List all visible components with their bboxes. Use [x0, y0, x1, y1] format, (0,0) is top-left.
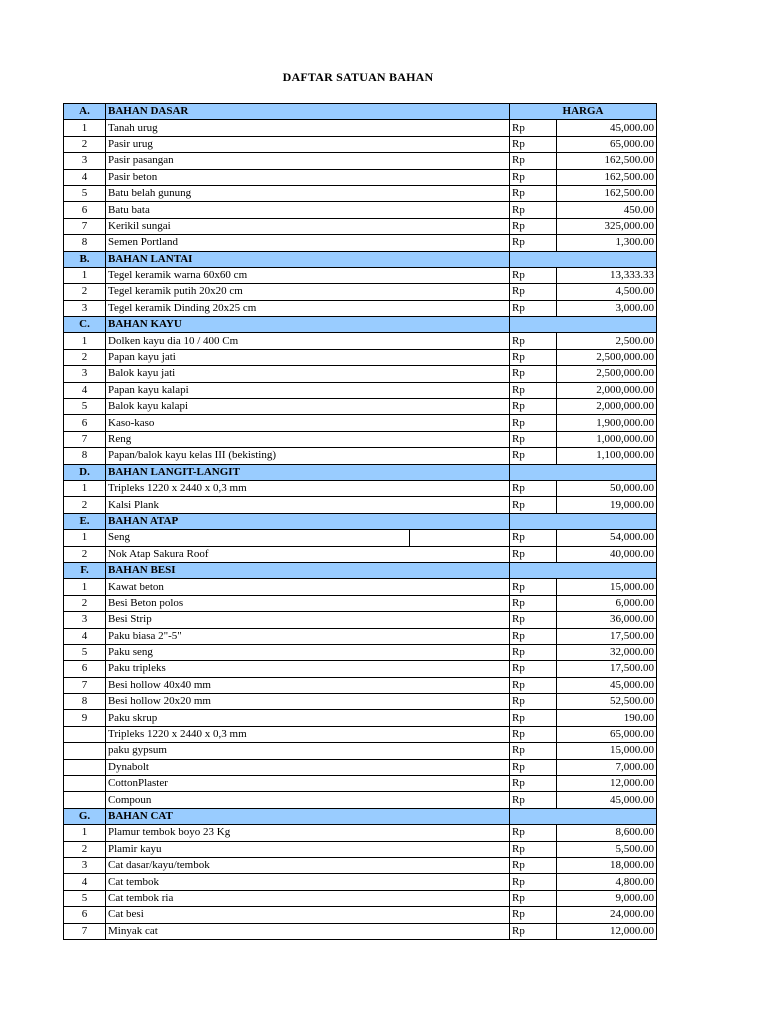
section-name: BAHAN DASAR	[106, 104, 510, 120]
material-name: Plamur tembok boyo 23 Kg	[108, 826, 231, 839]
cell-divider	[409, 530, 410, 545]
price-value: 7,000.00	[557, 759, 657, 775]
table-row	[64, 710, 657, 726]
row-number: 6	[64, 202, 106, 218]
table-row	[64, 218, 657, 234]
table-row	[64, 776, 657, 792]
price-value: 2,500,000.00	[557, 349, 657, 365]
material-name: Kerikil sungai	[108, 219, 171, 232]
row-number: 7	[64, 677, 106, 693]
table-row	[64, 185, 657, 201]
material-name: Minyak cat	[108, 924, 158, 937]
harga-header: HARGA	[510, 104, 657, 120]
price-value: 65,000.00	[557, 136, 657, 152]
table-row	[64, 694, 657, 710]
table-row	[64, 923, 657, 939]
currency-label: Rp	[510, 284, 557, 300]
row-number: 9	[64, 710, 106, 726]
material-name: Compoun	[108, 793, 152, 806]
row-number: 2	[64, 841, 106, 857]
material-name-cell	[106, 497, 510, 513]
price-value: 54,000.00	[557, 530, 657, 546]
material-name-cell	[106, 595, 510, 611]
section-blank	[510, 251, 657, 267]
material-name: Nok Atap Sakura Roof	[108, 547, 209, 560]
row-number: 1	[64, 579, 106, 595]
material-name-cell	[106, 677, 510, 693]
currency-label: Rp	[510, 595, 557, 611]
currency-label: Rp	[510, 612, 557, 628]
table-row	[64, 743, 657, 759]
material-name-cell	[106, 120, 510, 136]
material-name: Balok kayu jati	[108, 367, 176, 380]
price-value: 1,900,000.00	[557, 415, 657, 431]
table-row	[64, 726, 657, 742]
table-row	[64, 153, 657, 169]
table-row	[64, 857, 657, 873]
row-number: 1	[64, 120, 106, 136]
material-name-cell	[106, 153, 510, 169]
material-name-cell	[106, 661, 510, 677]
section-name: BAHAN LANGIT-LANGIT	[106, 464, 510, 480]
material-name-cell	[106, 792, 510, 808]
material-name-cell	[106, 923, 510, 939]
price-value: 8,600.00	[557, 825, 657, 841]
table-row	[64, 612, 657, 628]
table-row	[64, 235, 657, 251]
row-number	[64, 792, 106, 808]
currency-label: Rp	[510, 792, 557, 808]
material-name-cell	[106, 628, 510, 644]
currency-label: Rp	[510, 874, 557, 890]
price-value: 17,500.00	[557, 628, 657, 644]
table-row	[64, 366, 657, 382]
price-value: 50,000.00	[557, 480, 657, 496]
material-name: Pasir beton	[108, 170, 158, 183]
section-name: BAHAN CAT	[106, 808, 510, 824]
row-number	[64, 759, 106, 775]
currency-label: Rp	[510, 759, 557, 775]
row-number: 1	[64, 267, 106, 283]
material-name-cell	[106, 743, 510, 759]
material-name: Batu belah gunung	[108, 187, 192, 200]
table-row	[64, 349, 657, 365]
material-name: Tegel keramik putih 20x20 cm	[108, 285, 243, 298]
currency-label: Rp	[510, 743, 557, 759]
material-name: Pasir pasangan	[108, 154, 174, 167]
table-row	[64, 579, 657, 595]
section-blank	[510, 317, 657, 333]
table-row	[64, 448, 657, 464]
currency-label: Rp	[510, 841, 557, 857]
section-blank	[510, 562, 657, 578]
page-title: DAFTAR SATUAN BAHAN	[282, 70, 434, 84]
material-name: Batu bata	[108, 203, 150, 216]
table-row	[64, 169, 657, 185]
material-name-cell	[106, 349, 510, 365]
material-name: Dynabolt	[108, 760, 149, 773]
row-number: 3	[64, 366, 106, 382]
material-name: Tegel keramik warna 60x60 cm	[108, 269, 248, 282]
row-number: 8	[64, 694, 106, 710]
section-header	[64, 464, 657, 480]
row-number: 1	[64, 333, 106, 349]
currency-label: Rp	[510, 382, 557, 398]
price-value: 36,000.00	[557, 612, 657, 628]
material-name: Dolken kayu dia 10 / 400 Cm	[108, 334, 239, 347]
price-value: 19,000.00	[557, 497, 657, 513]
section-header	[64, 513, 657, 529]
material-name-cell	[106, 530, 510, 546]
material-name: Papan/balok kayu kelas III (bekisting)	[108, 449, 277, 462]
row-number: 5	[64, 399, 106, 415]
section-code: E.	[64, 513, 106, 529]
row-number: 6	[64, 907, 106, 923]
table-row	[64, 136, 657, 152]
row-number: 5	[64, 644, 106, 660]
material-name-cell	[106, 415, 510, 431]
material-name-cell	[106, 710, 510, 726]
material-name: Tegel keramik Dinding 20x25 cm	[108, 301, 257, 314]
currency-label: Rp	[510, 480, 557, 496]
price-value: 45,000.00	[557, 792, 657, 808]
table-row	[64, 284, 657, 300]
material-name: Reng	[108, 433, 132, 445]
currency-label: Rp	[510, 169, 557, 185]
currency-label: Rp	[510, 661, 557, 677]
price-value: 190.00	[557, 710, 657, 726]
table-row	[64, 759, 657, 775]
section-name: BAHAN LANTAI	[106, 251, 510, 267]
material-name-cell	[106, 431, 510, 447]
currency-label: Rp	[510, 890, 557, 906]
price-value: 45,000.00	[557, 677, 657, 693]
material-name-cell	[106, 890, 510, 906]
row-number: 1	[64, 480, 106, 496]
section-header	[64, 808, 657, 824]
currency-label: Rp	[510, 677, 557, 693]
row-number: 6	[64, 661, 106, 677]
row-number: 2	[64, 546, 106, 562]
material-name: Cat tembok ria	[108, 891, 174, 904]
material-name-cell	[106, 218, 510, 234]
material-name-cell	[106, 169, 510, 185]
material-name-cell	[106, 448, 510, 464]
material-name: Tripleks 1220 x 2440 x 0,3 mm	[108, 482, 247, 495]
table-row	[64, 841, 657, 857]
material-name-cell	[106, 546, 510, 562]
row-number: 5	[64, 185, 106, 201]
table-row	[64, 480, 657, 496]
material-name-cell	[106, 235, 510, 251]
material-name: Kawat beton	[108, 580, 164, 593]
material-name-cell	[106, 644, 510, 660]
currency-label: Rp	[510, 726, 557, 742]
section-code: F.	[64, 562, 106, 578]
currency-label: Rp	[510, 349, 557, 365]
price-value: 1,000,000.00	[557, 431, 657, 447]
material-price-table	[63, 103, 657, 940]
currency-label: Rp	[510, 644, 557, 660]
material-name: Papan kayu jati	[108, 351, 176, 364]
row-number: 8	[64, 448, 106, 464]
section-code: B.	[64, 251, 106, 267]
material-name-cell	[106, 300, 510, 316]
material-name-cell	[106, 284, 510, 300]
material-name-cell	[106, 382, 510, 398]
material-name: Besi Beton polos	[108, 596, 184, 609]
section-blank	[510, 513, 657, 529]
price-value: 4,500.00	[557, 284, 657, 300]
currency-label: Rp	[510, 694, 557, 710]
material-name: Plamir kayu	[108, 842, 162, 855]
material-name: Cat besi	[108, 908, 144, 921]
table-row	[64, 792, 657, 808]
currency-label: Rp	[510, 907, 557, 923]
row-number: 3	[64, 153, 106, 169]
material-name: Paku seng	[108, 646, 153, 659]
row-number: 2	[64, 284, 106, 300]
currency-label: Rp	[510, 333, 557, 349]
material-name-cell	[106, 759, 510, 775]
table-row	[64, 644, 657, 660]
price-value: 5,500.00	[557, 841, 657, 857]
material-name-cell	[106, 857, 510, 873]
section-code: G.	[64, 808, 106, 824]
material-name-cell	[106, 694, 510, 710]
row-number	[64, 726, 106, 742]
price-value: 162,500.00	[557, 185, 657, 201]
table-row	[64, 530, 657, 546]
row-number: 7	[64, 431, 106, 447]
material-name: Besi hollow 20x20 mm	[108, 695, 211, 708]
material-name-cell	[106, 202, 510, 218]
currency-label: Rp	[510, 153, 557, 169]
price-value: 32,000.00	[557, 644, 657, 660]
row-number: 5	[64, 890, 106, 906]
price-value: 24,000.00	[557, 907, 657, 923]
table-row	[64, 202, 657, 218]
section-blank	[510, 808, 657, 824]
price-value: 6,000.00	[557, 595, 657, 611]
price-value: 2,000,000.00	[557, 399, 657, 415]
currency-label: Rp	[510, 857, 557, 873]
table-body	[64, 104, 657, 940]
material-name: Seng	[108, 531, 130, 544]
table-row	[64, 907, 657, 923]
material-name-cell	[106, 726, 510, 742]
price-value: 4,800.00	[557, 874, 657, 890]
material-name: Paku tripleks	[108, 662, 166, 675]
material-name: Tripleks 1220 x 2440 x 0,3 mm	[108, 728, 247, 741]
material-name-cell	[106, 185, 510, 201]
table-row	[64, 890, 657, 906]
currency-label: Rp	[510, 628, 557, 644]
table-row	[64, 415, 657, 431]
table-row	[64, 382, 657, 398]
price-value: 13,333.33	[557, 267, 657, 283]
row-number: 6	[64, 415, 106, 431]
currency-label: Rp	[510, 497, 557, 513]
row-number: 4	[64, 628, 106, 644]
price-value: 17,500.00	[557, 661, 657, 677]
material-name: Kalsi Plank	[108, 498, 160, 511]
price-value: 40,000.00	[557, 546, 657, 562]
currency-label: Rp	[510, 415, 557, 431]
material-name: Tanah urug	[108, 121, 158, 134]
material-name-cell	[106, 399, 510, 415]
currency-label: Rp	[510, 825, 557, 841]
section-code: C.	[64, 317, 106, 333]
material-name: Semen Portland	[108, 236, 178, 249]
section-name: BAHAN KAYU	[106, 317, 510, 333]
price-value: 2,000,000.00	[557, 382, 657, 398]
material-name: paku gypsum	[108, 744, 167, 757]
material-name: Cat tembok	[108, 875, 160, 888]
price-value: 12,000.00	[557, 776, 657, 792]
material-name-cell	[106, 874, 510, 890]
table-row	[64, 120, 657, 136]
material-name-cell	[106, 825, 510, 841]
row-number: 4	[64, 382, 106, 398]
row-number: 7	[64, 923, 106, 939]
currency-label: Rp	[510, 399, 557, 415]
row-number: 1	[64, 530, 106, 546]
table-row	[64, 825, 657, 841]
currency-label: Rp	[510, 202, 557, 218]
row-number: 3	[64, 612, 106, 628]
currency-label: Rp	[510, 431, 557, 447]
material-name: Balok kayu kalapi	[108, 400, 189, 413]
material-name-cell	[106, 333, 510, 349]
section-code: D.	[64, 464, 106, 480]
row-number: 7	[64, 218, 106, 234]
row-number: 8	[64, 235, 106, 251]
section-blank	[510, 464, 657, 480]
table-row	[64, 300, 657, 316]
table-row	[64, 497, 657, 513]
row-number: 4	[64, 874, 106, 890]
price-value: 450.00	[557, 202, 657, 218]
currency-label: Rp	[510, 776, 557, 792]
material-name-cell	[106, 136, 510, 152]
material-name-cell	[106, 579, 510, 595]
currency-label: Rp	[510, 120, 557, 136]
currency-label: Rp	[510, 710, 557, 726]
material-name-cell	[106, 907, 510, 923]
section-header	[64, 104, 657, 120]
currency-label: Rp	[510, 136, 557, 152]
price-value: 3,000.00	[557, 300, 657, 316]
price-value: 162,500.00	[557, 169, 657, 185]
currency-label: Rp	[510, 267, 557, 283]
currency-label: Rp	[510, 546, 557, 562]
material-name-cell	[106, 776, 510, 792]
row-number: 2	[64, 595, 106, 611]
price-value: 9,000.00	[557, 890, 657, 906]
material-name: Paku skrup	[108, 711, 158, 724]
currency-label: Rp	[510, 185, 557, 201]
material-name: Besi hollow 40x40 mm	[108, 678, 211, 691]
section-header	[64, 562, 657, 578]
table-row	[64, 546, 657, 562]
section-header	[64, 251, 657, 267]
table-row	[64, 874, 657, 890]
material-name-cell	[106, 366, 510, 382]
table-row	[64, 677, 657, 693]
price-value: 1,100,000.00	[557, 448, 657, 464]
row-number: 2	[64, 136, 106, 152]
currency-label: Rp	[510, 923, 557, 939]
material-name: Papan kayu kalapi	[108, 383, 189, 396]
row-number: 1	[64, 825, 106, 841]
price-value: 45,000.00	[557, 120, 657, 136]
row-number	[64, 743, 106, 759]
row-number: 4	[64, 169, 106, 185]
currency-label: Rp	[510, 530, 557, 546]
section-name: BAHAN ATAP	[106, 513, 510, 529]
row-number: 2	[64, 497, 106, 513]
price-value: 15,000.00	[557, 743, 657, 759]
table-row	[64, 595, 657, 611]
table-row	[64, 333, 657, 349]
material-name: Besi Strip	[108, 613, 152, 626]
material-name: Paku biasa 2"-5"	[108, 629, 182, 642]
currency-label: Rp	[510, 235, 557, 251]
section-header	[64, 317, 657, 333]
table-row	[64, 431, 657, 447]
currency-label: Rp	[510, 366, 557, 382]
row-number	[64, 776, 106, 792]
price-value: 325,000.00	[557, 218, 657, 234]
table-row	[64, 399, 657, 415]
material-name: Kaso-kaso	[108, 416, 155, 429]
price-value: 18,000.00	[557, 857, 657, 873]
material-name-cell	[106, 841, 510, 857]
price-value: 2,500,000.00	[557, 366, 657, 382]
material-name: Pasir urug	[108, 137, 153, 150]
row-number: 3	[64, 857, 106, 873]
price-value: 65,000.00	[557, 726, 657, 742]
row-number: 2	[64, 349, 106, 365]
row-number: 3	[64, 300, 106, 316]
currency-label: Rp	[510, 218, 557, 234]
price-value: 12,000.00	[557, 923, 657, 939]
table-row	[64, 661, 657, 677]
price-value: 2,500.00	[557, 333, 657, 349]
price-value: 1,300.00	[557, 235, 657, 251]
price-value: 15,000.00	[557, 579, 657, 595]
section-code: A.	[64, 104, 106, 120]
table-row	[64, 628, 657, 644]
currency-label: Rp	[510, 448, 557, 464]
material-name: CottonPlaster	[108, 777, 168, 790]
price-value: 162,500.00	[557, 153, 657, 169]
section-name: BAHAN BESI	[106, 562, 510, 578]
currency-label: Rp	[510, 579, 557, 595]
material-name: Cat dasar/kayu/tembok	[108, 859, 210, 872]
currency-label: Rp	[510, 300, 557, 316]
material-name-cell	[106, 480, 510, 496]
table-row	[64, 267, 657, 283]
material-name-cell	[106, 267, 510, 283]
price-value: 52,500.00	[557, 694, 657, 710]
material-name-cell	[106, 612, 510, 628]
